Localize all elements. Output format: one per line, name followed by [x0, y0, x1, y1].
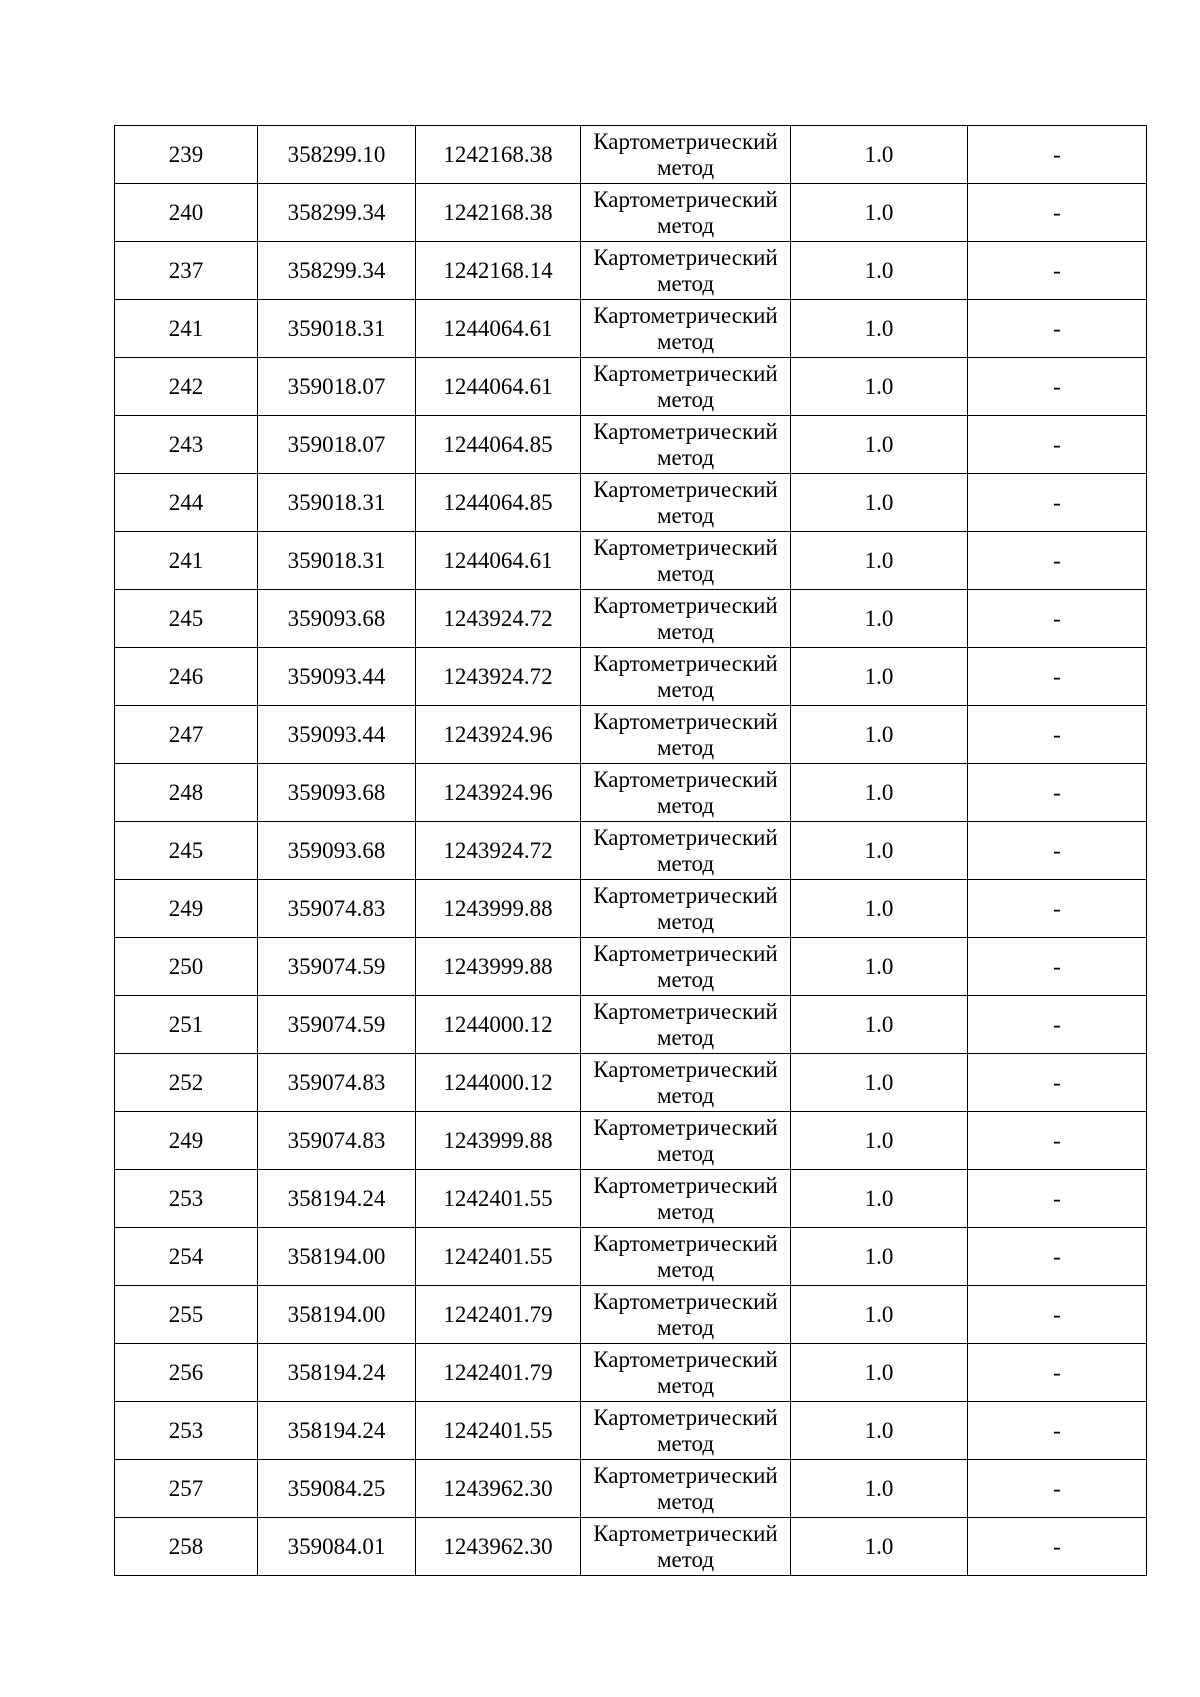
x-coordinate-cell: 359074.83: [258, 1054, 416, 1112]
method-line-2: метод: [656, 270, 715, 296]
x-coordinate-cell: 359084.01: [258, 1518, 416, 1576]
table-row: [115, 1518, 1147, 1576]
description-cell: -: [968, 1112, 1147, 1170]
accuracy-cell: 1.0: [791, 532, 968, 590]
y-coordinate-cell: 1242168.38: [416, 184, 581, 242]
point-number-cell: 253: [115, 1170, 258, 1228]
table-row: [115, 1402, 1147, 1460]
table-row: [115, 706, 1147, 764]
accuracy-cell: 1.0: [791, 764, 968, 822]
y-coordinate-cell: 1243924.72: [416, 822, 581, 880]
method-line-1: Картометрический: [593, 1114, 778, 1140]
x-coordinate-cell: 359084.25: [258, 1460, 416, 1518]
description-cell: -: [968, 1170, 1147, 1228]
accuracy-cell: 1.0: [791, 1402, 968, 1460]
y-coordinate-cell: 1244064.61: [416, 532, 581, 590]
table-row: [115, 764, 1147, 822]
accuracy-cell: 1.0: [791, 996, 968, 1054]
point-number-cell: 248: [115, 764, 258, 822]
y-coordinate-cell: 1243924.96: [416, 706, 581, 764]
method-cell: [581, 1286, 791, 1344]
method-cell: [581, 880, 791, 938]
method-cell: [581, 532, 791, 590]
point-number-cell: 253: [115, 1402, 258, 1460]
method-line-2: метод: [656, 618, 715, 644]
method-cell: [581, 648, 791, 706]
point-number-cell: 255: [115, 1286, 258, 1344]
y-coordinate-cell: 1242401.55: [416, 1170, 581, 1228]
coordinates-table-body: [115, 126, 1147, 1576]
description-cell: -: [968, 1054, 1147, 1112]
point-number-cell: 256: [115, 1344, 258, 1402]
method-cell: [581, 938, 791, 996]
y-coordinate-cell: 1243962.30: [416, 1518, 581, 1576]
method-line-1: Картометрический: [593, 302, 778, 328]
y-coordinate-cell: 1243962.30: [416, 1460, 581, 1518]
accuracy-cell: 1.0: [791, 416, 968, 474]
point-number-cell: 241: [115, 532, 258, 590]
method-cell: [581, 1344, 791, 1402]
method-line-2: метод: [656, 1024, 715, 1050]
table-row: [115, 1286, 1147, 1344]
x-coordinate-cell: 359074.59: [258, 996, 416, 1054]
y-coordinate-cell: 1243999.88: [416, 1112, 581, 1170]
table-row: [115, 474, 1147, 532]
method-cell: [581, 590, 791, 648]
accuracy-cell: 1.0: [791, 1518, 968, 1576]
description-cell: -: [968, 648, 1147, 706]
point-number-cell: 243: [115, 416, 258, 474]
method-cell: [581, 242, 791, 300]
method-line-1: Картометрический: [593, 650, 778, 676]
method-cell: [581, 1518, 791, 1576]
y-coordinate-cell: 1242401.79: [416, 1286, 581, 1344]
x-coordinate-cell: 359093.68: [258, 764, 416, 822]
description-cell: -: [968, 1402, 1147, 1460]
table-row: [115, 1112, 1147, 1170]
y-coordinate-cell: 1243924.72: [416, 590, 581, 648]
description-cell: -: [968, 764, 1147, 822]
method-cell: [581, 706, 791, 764]
method-cell: [581, 474, 791, 532]
method-line-1: Картометрический: [593, 998, 778, 1024]
method-line-1: Картометрический: [593, 360, 778, 386]
method-cell: [581, 1402, 791, 1460]
accuracy-cell: 1.0: [791, 1460, 968, 1518]
y-coordinate-cell: 1243999.88: [416, 880, 581, 938]
description-cell: -: [968, 880, 1147, 938]
x-coordinate-cell: 359074.83: [258, 1112, 416, 1170]
method-line-2: метод: [656, 1546, 715, 1572]
point-number-cell: 239: [115, 126, 258, 184]
method-line-2: метод: [656, 560, 715, 586]
y-coordinate-cell: 1244000.12: [416, 996, 581, 1054]
table-row: [115, 242, 1147, 300]
point-number-cell: 251: [115, 996, 258, 1054]
method-line-1: Картометрический: [593, 708, 778, 734]
accuracy-cell: 1.0: [791, 1344, 968, 1402]
accuracy-cell: 1.0: [791, 706, 968, 764]
description-cell: -: [968, 242, 1147, 300]
method-cell: [581, 1112, 791, 1170]
method-line-2: метод: [656, 908, 715, 934]
accuracy-cell: 1.0: [791, 822, 968, 880]
method-cell: [581, 1460, 791, 1518]
description-cell: -: [968, 1460, 1147, 1518]
accuracy-cell: 1.0: [791, 1170, 968, 1228]
point-number-cell: 237: [115, 242, 258, 300]
description-cell: -: [968, 822, 1147, 880]
method-line-2: метод: [656, 850, 715, 876]
method-line-1: Картометрический: [593, 1172, 778, 1198]
method-line-1: Картометрический: [593, 1520, 778, 1546]
description-cell: -: [968, 938, 1147, 996]
x-coordinate-cell: 358194.24: [258, 1402, 416, 1460]
method-line-1: Картометрический: [593, 592, 778, 618]
x-coordinate-cell: 359018.31: [258, 532, 416, 590]
x-coordinate-cell: 359093.68: [258, 590, 416, 648]
method-line-2: метод: [656, 1082, 715, 1108]
y-coordinate-cell: 1244064.61: [416, 300, 581, 358]
method-line-2: метод: [656, 734, 715, 760]
y-coordinate-cell: 1244064.85: [416, 416, 581, 474]
method-line-2: метод: [656, 792, 715, 818]
point-number-cell: 241: [115, 300, 258, 358]
method-cell: [581, 1170, 791, 1228]
description-cell: -: [968, 996, 1147, 1054]
method-line-1: Картометрический: [593, 1462, 778, 1488]
description-cell: -: [968, 358, 1147, 416]
description-cell: -: [968, 1286, 1147, 1344]
description-cell: -: [968, 126, 1147, 184]
method-line-2: метод: [656, 966, 715, 992]
accuracy-cell: 1.0: [791, 1054, 968, 1112]
table-row: [115, 358, 1147, 416]
table-row: [115, 648, 1147, 706]
method-line-1: Картометрический: [593, 1230, 778, 1256]
y-coordinate-cell: 1242401.55: [416, 1228, 581, 1286]
description-cell: -: [968, 1518, 1147, 1576]
description-cell: -: [968, 532, 1147, 590]
method-line-1: Картометрический: [593, 418, 778, 444]
point-number-cell: 242: [115, 358, 258, 416]
x-coordinate-cell: 359018.31: [258, 300, 416, 358]
method-cell: [581, 764, 791, 822]
method-cell: [581, 822, 791, 880]
method-line-2: метод: [656, 444, 715, 470]
method-line-2: метод: [656, 1140, 715, 1166]
y-coordinate-cell: 1244064.61: [416, 358, 581, 416]
method-line-2: метод: [656, 1488, 715, 1514]
x-coordinate-cell: 359018.31: [258, 474, 416, 532]
y-coordinate-cell: 1244000.12: [416, 1054, 581, 1112]
point-number-cell: 249: [115, 880, 258, 938]
point-number-cell: 254: [115, 1228, 258, 1286]
method-line-2: метод: [656, 386, 715, 412]
accuracy-cell: 1.0: [791, 938, 968, 996]
method-cell: [581, 358, 791, 416]
x-coordinate-cell: 358194.00: [258, 1228, 416, 1286]
description-cell: -: [968, 706, 1147, 764]
x-coordinate-cell: 359093.44: [258, 648, 416, 706]
accuracy-cell: 1.0: [791, 184, 968, 242]
table-row: [115, 1228, 1147, 1286]
table-row: [115, 532, 1147, 590]
x-coordinate-cell: 359093.44: [258, 706, 416, 764]
accuracy-cell: 1.0: [791, 358, 968, 416]
x-coordinate-cell: 358194.00: [258, 1286, 416, 1344]
coordinates-table: [114, 125, 1147, 1576]
y-coordinate-cell: 1243924.72: [416, 648, 581, 706]
method-line-1: Картометрический: [593, 882, 778, 908]
table-row: [115, 822, 1147, 880]
point-number-cell: 247: [115, 706, 258, 764]
x-coordinate-cell: 359093.68: [258, 822, 416, 880]
method-cell: [581, 184, 791, 242]
description-cell: -: [968, 1228, 1147, 1286]
point-number-cell: 240: [115, 184, 258, 242]
accuracy-cell: 1.0: [791, 300, 968, 358]
method-line-1: Картометрический: [593, 1404, 778, 1430]
accuracy-cell: 1.0: [791, 648, 968, 706]
table-row: [115, 1344, 1147, 1402]
table-row: [115, 126, 1147, 184]
point-number-cell: 252: [115, 1054, 258, 1112]
table-row: [115, 1460, 1147, 1518]
method-line-2: метод: [656, 1256, 715, 1282]
description-cell: -: [968, 416, 1147, 474]
description-cell: -: [968, 474, 1147, 532]
x-coordinate-cell: 359018.07: [258, 416, 416, 474]
point-number-cell: 246: [115, 648, 258, 706]
description-cell: -: [968, 300, 1147, 358]
table-row: [115, 880, 1147, 938]
method-line-2: метод: [656, 1430, 715, 1456]
table-row: [115, 590, 1147, 648]
point-number-cell: 245: [115, 822, 258, 880]
method-line-1: Картометрический: [593, 476, 778, 502]
description-cell: -: [968, 590, 1147, 648]
table-row: [115, 1170, 1147, 1228]
method-line-1: Картометрический: [593, 824, 778, 850]
x-coordinate-cell: 358299.10: [258, 126, 416, 184]
method-line-1: Картометрический: [593, 940, 778, 966]
point-number-cell: 249: [115, 1112, 258, 1170]
y-coordinate-cell: 1244064.85: [416, 474, 581, 532]
accuracy-cell: 1.0: [791, 1112, 968, 1170]
point-number-cell: 257: [115, 1460, 258, 1518]
point-number-cell: 258: [115, 1518, 258, 1576]
y-coordinate-cell: 1242401.79: [416, 1344, 581, 1402]
table-row: [115, 416, 1147, 474]
accuracy-cell: 1.0: [791, 1286, 968, 1344]
table-row: [115, 1054, 1147, 1112]
method-cell: [581, 300, 791, 358]
x-coordinate-cell: 358194.24: [258, 1344, 416, 1402]
method-line-1: Картометрический: [593, 186, 778, 212]
point-number-cell: 244: [115, 474, 258, 532]
table-row: [115, 184, 1147, 242]
y-coordinate-cell: 1242401.55: [416, 1402, 581, 1460]
table-row: [115, 996, 1147, 1054]
method-line-1: Картометрический: [593, 1346, 778, 1372]
y-coordinate-cell: 1242168.14: [416, 242, 581, 300]
method-line-1: Картометрический: [593, 128, 778, 154]
method-line-1: Картометрический: [593, 1288, 778, 1314]
y-coordinate-cell: 1242168.38: [416, 126, 581, 184]
method-line-1: Картометрический: [593, 244, 778, 270]
y-coordinate-cell: 1243999.88: [416, 938, 581, 996]
accuracy-cell: 1.0: [791, 242, 968, 300]
method-cell: [581, 126, 791, 184]
accuracy-cell: 1.0: [791, 1228, 968, 1286]
method-line-2: метод: [656, 502, 715, 528]
method-line-2: метод: [656, 676, 715, 702]
method-cell: [581, 416, 791, 474]
point-number-cell: 245: [115, 590, 258, 648]
method-line-2: метод: [656, 1198, 715, 1224]
table-row: [115, 938, 1147, 996]
table-row: [115, 300, 1147, 358]
method-line-2: метод: [656, 154, 715, 180]
x-coordinate-cell: 358299.34: [258, 184, 416, 242]
accuracy-cell: 1.0: [791, 880, 968, 938]
method-cell: [581, 1228, 791, 1286]
method-line-1: Картометрический: [593, 534, 778, 560]
accuracy-cell: 1.0: [791, 590, 968, 648]
point-number-cell: 250: [115, 938, 258, 996]
y-coordinate-cell: 1243924.96: [416, 764, 581, 822]
x-coordinate-cell: 359074.59: [258, 938, 416, 996]
method-line-2: метод: [656, 212, 715, 238]
accuracy-cell: 1.0: [791, 474, 968, 532]
x-coordinate-cell: 359074.83: [258, 880, 416, 938]
method-cell: [581, 1054, 791, 1112]
method-line-2: метод: [656, 328, 715, 354]
x-coordinate-cell: 359018.07: [258, 358, 416, 416]
method-line-2: метод: [656, 1372, 715, 1398]
method-line-1: Картометрический: [593, 1056, 778, 1082]
accuracy-cell: 1.0: [791, 126, 968, 184]
description-cell: -: [968, 1344, 1147, 1402]
x-coordinate-cell: 358299.34: [258, 242, 416, 300]
method-cell: [581, 996, 791, 1054]
x-coordinate-cell: 358194.24: [258, 1170, 416, 1228]
description-cell: -: [968, 184, 1147, 242]
method-line-1: Картометрический: [593, 766, 778, 792]
method-line-2: метод: [656, 1314, 715, 1340]
